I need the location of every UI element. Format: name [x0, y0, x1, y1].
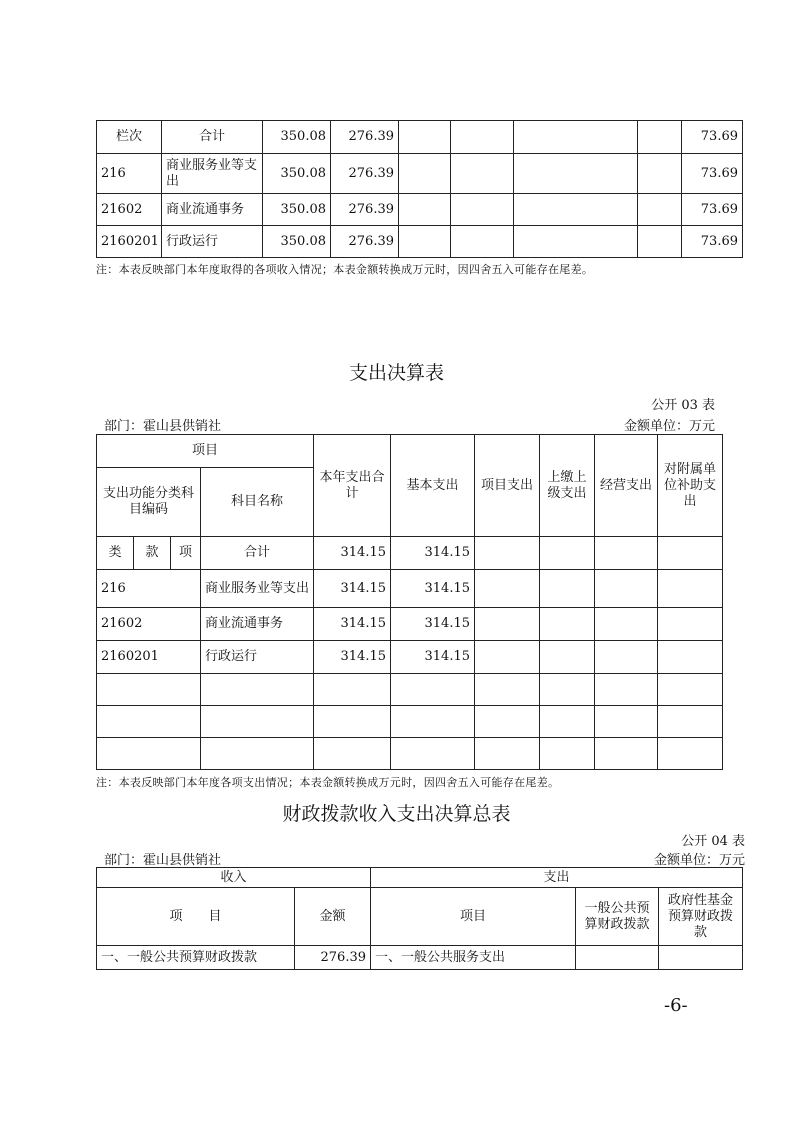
- header-project-expense: 项目支出: [475, 435, 540, 537]
- table-header-row: [97, 888, 743, 946]
- table-cell: 216: [97, 570, 201, 608]
- table-row: [97, 641, 723, 674]
- table-row: [97, 537, 723, 570]
- table-cell: [399, 226, 451, 258]
- table-cell: [658, 738, 723, 770]
- table-cell: 行政运行: [162, 226, 263, 258]
- header-project: 项目: [97, 435, 314, 468]
- table-cell: 商业服务业等支出: [162, 154, 263, 194]
- table-cell: [201, 738, 314, 770]
- table-cell: 276.39: [331, 154, 399, 194]
- table-cell: [451, 121, 514, 154]
- table-cell: [391, 674, 475, 706]
- header-basic: 基本支出: [391, 435, 475, 537]
- expense-table-code: 公开 03 表: [651, 398, 715, 413]
- fiscal-table-dept: 部门：霍山县供销社: [104, 853, 222, 868]
- fiscal-table: [96, 867, 743, 970]
- table-cell: [475, 608, 540, 641]
- header-income: 收入: [97, 868, 371, 888]
- table-cell: [475, 738, 540, 770]
- income-table-note: 注：本表反映部门本年度取得的各项收入情况；本表金额转换成万元时，因四舍五入可能存在尾差。: [96, 263, 594, 276]
- header-gov-fund: 政府性基金预算财政拨款: [659, 888, 743, 946]
- header-func-code: 支出功能分类科目编码: [97, 468, 201, 537]
- income-table: [96, 120, 743, 258]
- fiscal-table-title: 财政拨款收入支出决算总表: [282, 803, 511, 825]
- table-cell: 商业流通事务: [162, 194, 263, 226]
- table-cell: [314, 674, 391, 706]
- table-cell: [595, 674, 658, 706]
- table-cell: [475, 641, 540, 674]
- table-cell: 314.15: [391, 570, 475, 608]
- table-cell: 行政运行: [201, 641, 314, 674]
- table-cell: [638, 154, 682, 194]
- table-cell: [314, 706, 391, 738]
- table-cell: [391, 738, 475, 770]
- table-cell: [97, 674, 201, 706]
- table-cell: [399, 154, 451, 194]
- table-cell: [540, 537, 595, 570]
- expense-table-unit: 金额单位：万元: [623, 419, 715, 434]
- table-cell: 314.15: [391, 641, 475, 674]
- table-cell: [540, 706, 595, 738]
- sum-label: 合计: [201, 537, 314, 570]
- table-cell: [514, 154, 638, 194]
- table-cell: 276.39: [331, 194, 399, 226]
- table-cell: [658, 706, 723, 738]
- table-cell: 276.39: [331, 121, 399, 154]
- table-row: [97, 674, 723, 706]
- table-cell: [97, 738, 201, 770]
- table-cell: 73.69: [682, 226, 743, 258]
- table-cell: [391, 706, 475, 738]
- table-cell: 21602: [97, 608, 201, 641]
- table-cell: 314.15: [314, 570, 391, 608]
- header-total: 本年支出合计: [314, 435, 391, 537]
- expense-table: [96, 434, 723, 770]
- table-row: [97, 946, 743, 970]
- header-lei: 类: [97, 537, 134, 570]
- table-cell: [540, 674, 595, 706]
- expense-table-note: 注：本表反映部门本年度各项支出情况；本表金额转换成万元时，因四舍五入可能存在尾差。: [96, 776, 560, 789]
- table-row: [97, 154, 743, 194]
- header-income-item: 项 目: [97, 888, 295, 946]
- page-number: -6-: [664, 995, 688, 1016]
- table-row: [97, 608, 723, 641]
- header-expense-item: 项目: [371, 888, 576, 946]
- table-cell: 商业服务业等支出: [201, 570, 314, 608]
- table-cell: 350.08: [263, 226, 331, 258]
- table-cell: [514, 226, 638, 258]
- table-cell: [475, 570, 540, 608]
- table-cell: [399, 121, 451, 154]
- table-header-row: [97, 868, 743, 888]
- table-cell: [201, 706, 314, 738]
- table-cell: [475, 706, 540, 738]
- table-cell: 314.15: [391, 537, 475, 570]
- expense-table-dept: 部门：霍山县供销社: [104, 419, 222, 434]
- table-cell: [514, 194, 638, 226]
- table-cell: 栏次: [97, 121, 162, 154]
- table-cell: [638, 194, 682, 226]
- table-cell: 216: [97, 154, 162, 194]
- table-cell: [514, 121, 638, 154]
- table-cell: [659, 946, 743, 970]
- header-general-budget: 一般公共预算财政拨款: [576, 888, 659, 946]
- table-cell: [540, 570, 595, 608]
- expense-table-title: 支出决算表: [348, 362, 444, 384]
- table-cell: [638, 121, 682, 154]
- table-cell: 合计: [162, 121, 263, 154]
- table-cell: [638, 226, 682, 258]
- table-cell: 2160201: [97, 641, 201, 674]
- table-cell: [595, 706, 658, 738]
- table-cell: 276.39: [331, 226, 399, 258]
- table-cell: [201, 674, 314, 706]
- table-cell: [540, 608, 595, 641]
- table-cell: [540, 641, 595, 674]
- table-cell: 一、一般公共预算财政拨款: [97, 946, 295, 970]
- table-cell: [658, 641, 723, 674]
- table-cell: [451, 154, 514, 194]
- table-row: [97, 226, 743, 258]
- table-cell: 一、一般公共服务支出: [371, 946, 576, 970]
- table-cell: 314.15: [314, 608, 391, 641]
- header-upper: 上缴上级支出: [540, 435, 595, 537]
- header-amount: 金额: [295, 888, 371, 946]
- table-cell: [576, 946, 659, 970]
- table-cell: 276.39: [295, 946, 371, 970]
- table-cell: 314.15: [314, 641, 391, 674]
- table-cell: 73.69: [682, 154, 743, 194]
- fiscal-table-unit: 金额单位：万元: [653, 853, 745, 868]
- header-subsidy: 对附属单位补助支出: [658, 435, 723, 537]
- table-row: [97, 706, 723, 738]
- header-kuan: 款: [134, 537, 171, 570]
- table-cell: [399, 194, 451, 226]
- table-cell: [97, 706, 201, 738]
- table-cell: [658, 570, 723, 608]
- table-cell: 73.69: [682, 121, 743, 154]
- table-cell: [595, 641, 658, 674]
- table-cell: 73.69: [682, 194, 743, 226]
- table-cell: 350.08: [263, 154, 331, 194]
- header-expense: 支出: [371, 868, 743, 888]
- table-cell: 2160201: [97, 226, 162, 258]
- table-cell: [658, 537, 723, 570]
- header-xiang: 项: [171, 537, 201, 570]
- header-subject-name: 科目名称: [201, 468, 314, 537]
- table-cell: 314.15: [391, 608, 475, 641]
- table-cell: 21602: [97, 194, 162, 226]
- table-cell: [451, 194, 514, 226]
- table-cell: [314, 738, 391, 770]
- table-cell: [658, 674, 723, 706]
- table-cell: [540, 738, 595, 770]
- table-cell: [658, 608, 723, 641]
- table-row: [97, 194, 743, 226]
- table-row: [97, 570, 723, 608]
- table-header-row: [97, 435, 723, 468]
- table-cell: [595, 537, 658, 570]
- table-cell: 314.15: [314, 537, 391, 570]
- fiscal-table-code: 公开 04 表: [681, 834, 745, 849]
- table-cell: [595, 570, 658, 608]
- table-cell: [595, 608, 658, 641]
- table-cell: 350.08: [263, 121, 331, 154]
- table-cell: [475, 537, 540, 570]
- table-row: [97, 738, 723, 770]
- table-cell: [475, 674, 540, 706]
- table-cell: 商业流通事务: [201, 608, 314, 641]
- table-cell: [595, 738, 658, 770]
- table-row: [97, 121, 743, 154]
- table-cell: 350.08: [263, 194, 331, 226]
- header-business: 经营支出: [595, 435, 658, 537]
- table-cell: [451, 226, 514, 258]
